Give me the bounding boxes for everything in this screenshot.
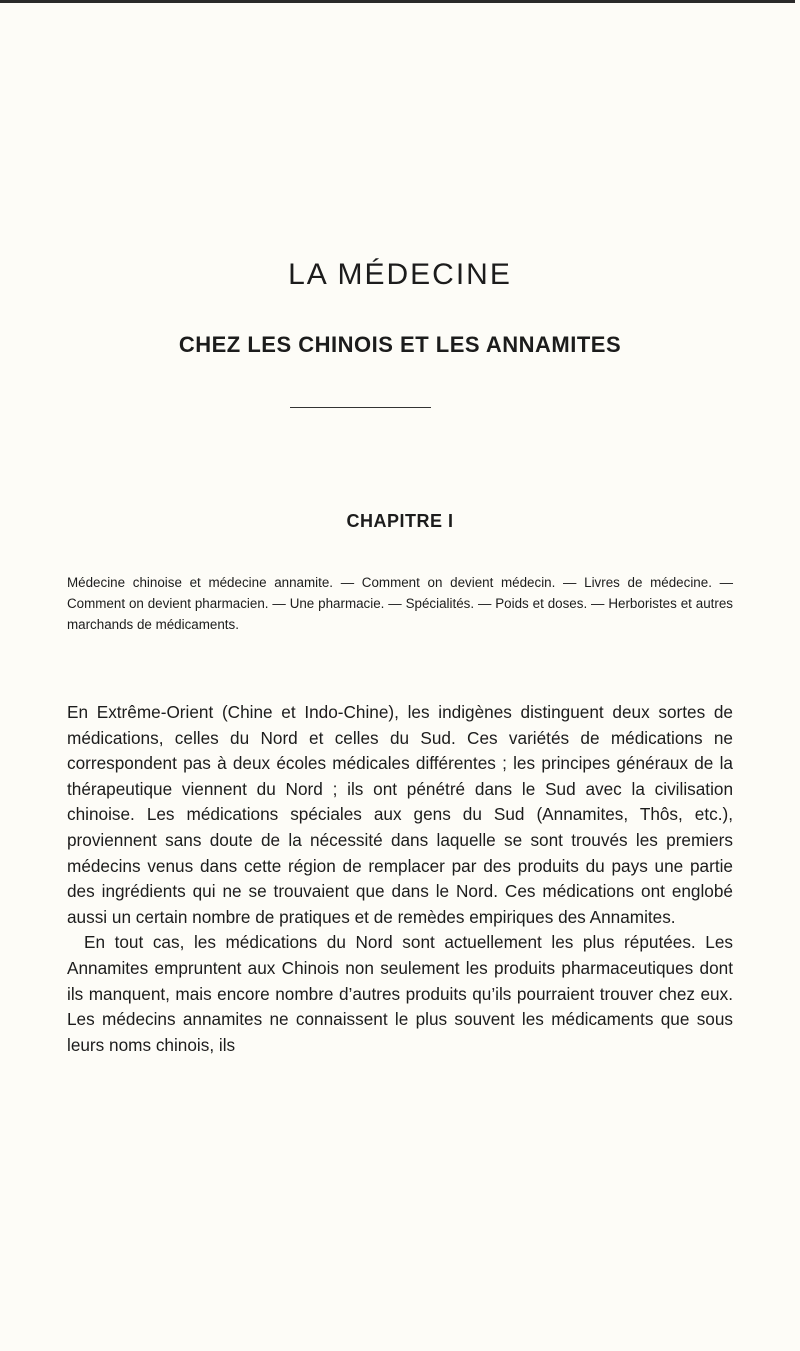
title-divider [290,407,431,408]
book-subtitle: CHEZ LES CHINOIS ET LES ANNAMITES [178,332,622,357]
chapter-summary: Médecine chinoise et médecine annamite. — Comment on devient médecin. — Livres de médecine. — Comment on devient pharmacien. — Une pharmacie. — Spécialités. — Poids et doses. — Herboristes et autres marchands de médicaments. [67,575,733,632]
paragraph: En Extrême-Orient (Chine et Indo-Chine), les indigènes distinguent deux sortes de médications, celles du Nord et celles du Sud. Ces variétés de médications ne correspondent pas à deux écoles médicales différentes ; les principes généraux de la thérapeutique viennent du Nord ; ils ont pénétré dans le Sud avec la civilisation chinoise. Les médications spéciales aux gens du Sud (Annamites, Thôs, etc.), proviennent sans doute de la nécessité dans laquelle se sont trouvés les premiers médecins venus dans cette région de remplacer par des produits du pays une partie des ingrédients qui ne se trouvaient que dans le Nord. Ces médications ont englobé aussi un certain nombre de pratiques et de remèdes empiriques des Annamites. [67,702,733,927]
body-text [67,700,733,1058]
chapter-heading: CHAPITRE I [346,511,454,531]
paragraph: En tout cas, les médications du Nord sont actuellement les plus réputées. Les Annamites empruntent aux Chinois non seulement les produits pharmaceutiques dont ils manquent, mais encore nombre d’autres produits qu’ils pourraient trouver chez eux. Les médecins annamites ne connaissent le plus souvent les médicaments que sous leurs noms chinois, ils [67,932,733,1055]
top-border-rule [0,0,795,3]
book-title: LA MÉDECINE [288,258,512,291]
